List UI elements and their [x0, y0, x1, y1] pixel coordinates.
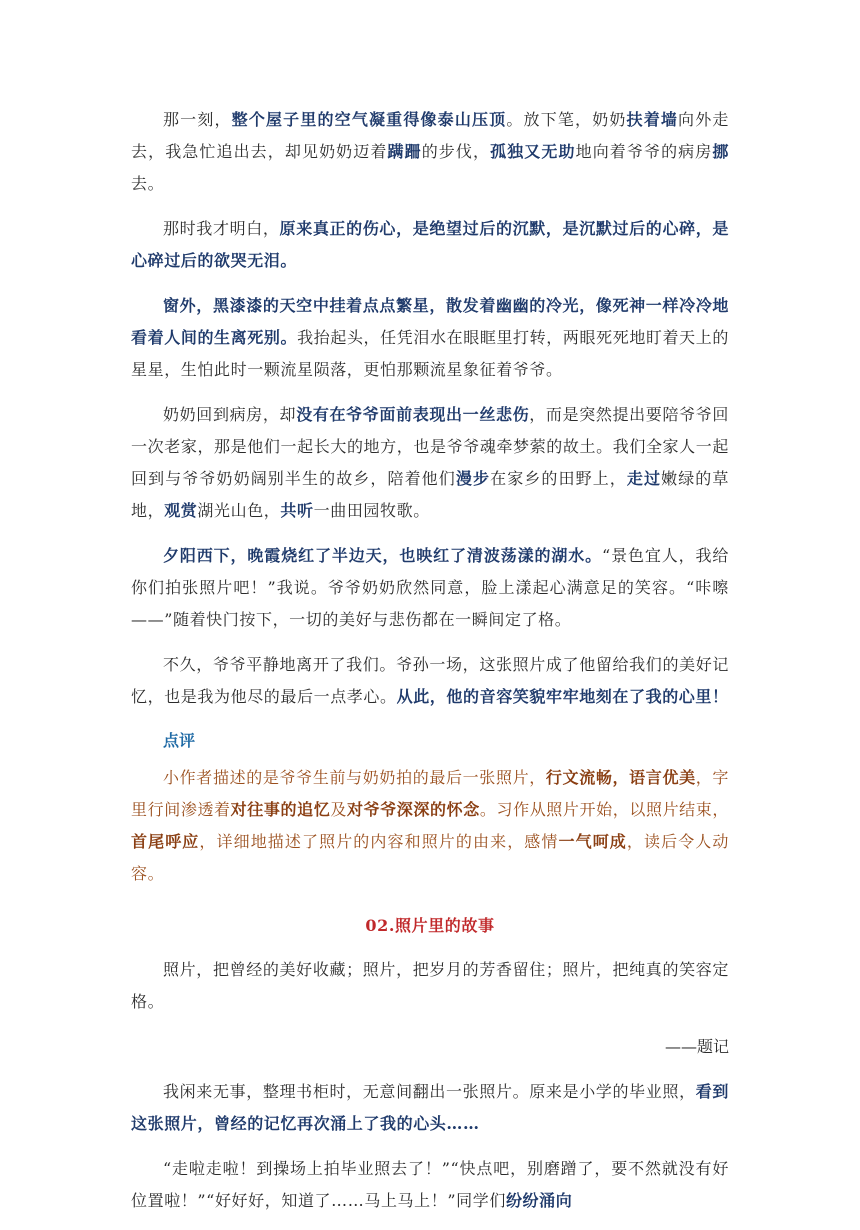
paragraph-6 — [131, 649, 729, 713]
text-run: 小作者描述的是爷爷生前与奶奶拍的最后一张照片， — [163, 768, 546, 787]
emphasis-text: 共听 — [280, 501, 314, 520]
emphasis-text: 看到这张照片，曾经的记忆再次涌上了我的心头…… — [131, 1082, 729, 1133]
emphasis-text: 一气呵成 — [558, 832, 627, 851]
text-run: 。放下笔，奶奶 — [506, 110, 627, 129]
emphasis-text: 原来真正的伤心，是绝望过后的沉默，是沉默过后的心碎，是心碎过后的欲哭无泪。 — [131, 219, 730, 270]
text-run: 在家乡的田野上， — [490, 469, 627, 488]
text-run: 嫩绿的草地， — [131, 469, 729, 520]
emphasis-text: 对往事的追忆 — [230, 800, 331, 819]
epigraph-paragraph: 照片，把曾经的美好收藏；照片，把岁月的芳香留住；照片，把纯真的笑容定格。 — [131, 960, 729, 1011]
paragraph-4 — [131, 399, 729, 527]
text-run: 的步伐， — [421, 142, 491, 161]
epigraph-signature: ——题记 — [664, 1037, 729, 1056]
review-paragraph — [131, 762, 729, 890]
story-paragraph-1 — [131, 1076, 729, 1140]
paragraph-1 — [131, 104, 729, 200]
emphasis-text: 孤独又无助 — [490, 142, 576, 161]
emphasis-text: 纷纷涌向 — [505, 1191, 573, 1210]
emphasis-text: 扶着墙 — [626, 110, 679, 129]
emphasis-text: 漫步 — [455, 469, 491, 488]
story-paragraph-2 — [131, 1153, 729, 1217]
text-run: 那一刻， — [163, 110, 232, 129]
text-run: 一曲田园牧歌。 — [313, 501, 430, 520]
text-run: 及 — [330, 800, 347, 819]
text-run: 那时我才明白， — [163, 219, 280, 238]
emphasis-text: 挪 — [712, 142, 729, 161]
review-label: 点评 — [163, 731, 196, 750]
text-run: 不久，爷爷平静地离开了我们。爷孙一场，这张照片成了他留给我们的美好记忆，也是我为他尽的最后一点孝心。 — [131, 655, 729, 706]
paragraph-5 — [131, 540, 729, 636]
text-run: 奶奶回到病房，却 — [163, 405, 297, 424]
text-run: 去。 — [131, 174, 165, 193]
text-run: ，读后令人动容。 — [131, 832, 730, 883]
text-run: ，字里行间渗透着 — [131, 768, 729, 819]
text-run: “景色宜人，我给你们拍张照片吧！”我说。爷爷奶奶欣然同意，脸上漾起心满意足的笑容。“咔嚓——”随着快门按下，一切的美好与悲伤都在一瞬间定了格。 — [131, 546, 729, 629]
emphasis-text: 走过 — [626, 469, 662, 488]
paragraph-2 — [131, 213, 729, 277]
emphasis-text: 整个屋子里的空气凝重得像泰山压顶 — [231, 110, 507, 129]
emphasis-text: 观赏 — [164, 501, 198, 520]
text-run: ，而是突然提出要陪爷爷回一次老家，那是他们一起长大的地方，也是爷爷魂牵梦萦的故土。我们全家人一起回到与爷爷奶奶阔别半生的故乡，陪着他们 — [131, 405, 729, 488]
text-run: 。习作从照片开始，以照片结束， — [479, 800, 729, 819]
text-run: 湖光山色， — [197, 501, 281, 520]
text-run: 我抬起头，任凭泪水在眼眶里打转，两眼死死地盯着天上的星星，生怕此时一颗流星陨落，更怕那颗流星象征着爷爷。 — [131, 328, 729, 379]
emphasis-text: 蹒跚 — [387, 142, 422, 161]
document-page — [131, 104, 729, 1230]
emphasis-text: 窗外，黑漆漆的天空中挂着点点繁星，散发着幽幽的冷光，像死神一样冷冷地看着人间的生离死别。 — [131, 296, 729, 347]
paragraph-3 — [131, 290, 729, 386]
text-run: 地向着爷爷的病房 — [575, 142, 713, 161]
emphasis-text: 从此，他的音容笑貌牢牢地刻在了我的心里！ — [396, 687, 729, 706]
text-run: 我闲来无事，整理书柜时，无意间翻出一张照片。原来是小学的毕业照， — [163, 1082, 696, 1101]
section-heading: 02.照片里的故事 — [365, 916, 495, 935]
emphasis-text: 夕阳西下，晚霞烧红了半边天，也映红了清波荡漾的湖水。 — [163, 546, 603, 565]
text-run: 向外走去，我急忙追出去，却见奶奶迈着 — [131, 110, 729, 161]
text-run: ，详细地描述了照片的内容和照片的由来，感情 — [199, 832, 559, 851]
text-run: “走啦走啦！到操场上拍毕业照去了！”“快点吧，别磨蹭了，要不然就没有好位置啦！”“好好好，知道了……马上马上！”同学们 — [131, 1159, 729, 1210]
emphasis-text: 对爷爷深深的怀念 — [346, 800, 480, 819]
emphasis-text: 没有在爷爷面前表现出一丝悲伤 — [296, 405, 530, 424]
emphasis-text: 首尾呼应 — [131, 832, 200, 851]
emphasis-text: 行文流畅，语言优美 — [545, 768, 696, 787]
